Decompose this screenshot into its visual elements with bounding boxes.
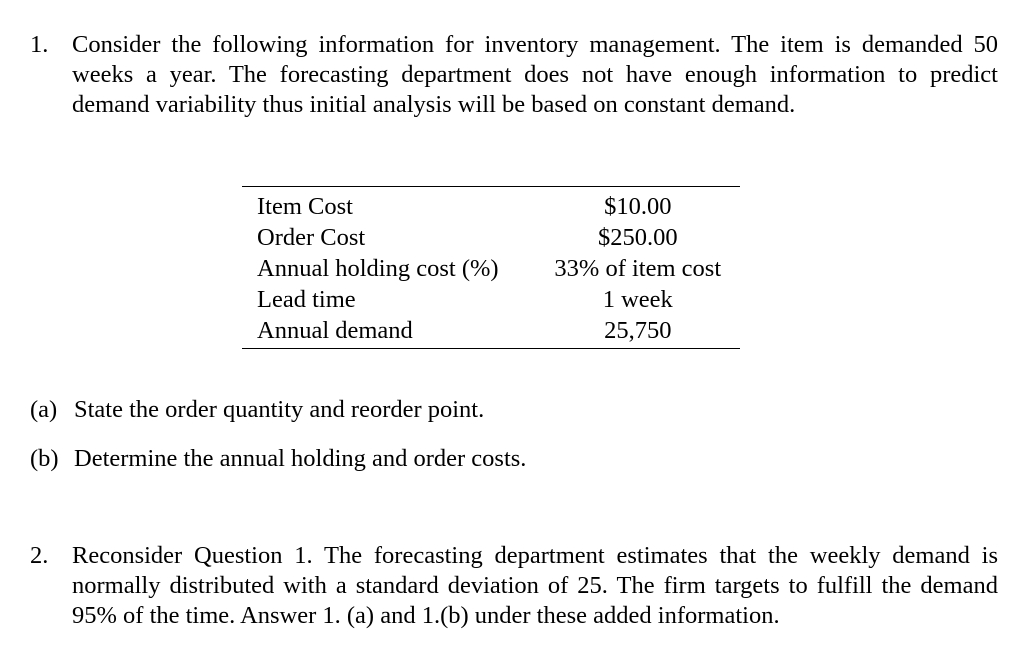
table-row (242, 222, 740, 253)
parameters-table (242, 186, 740, 349)
question-2 (30, 541, 998, 631)
row-value-order-cost: $250.00 (597, 224, 678, 251)
subquestion-b-text: Determine the annual holding and order costs. (74, 445, 527, 472)
row-label-item-cost: Item Cost (257, 193, 353, 220)
subquestion-a (30, 395, 484, 425)
subquestion-b (30, 444, 526, 474)
row-value-lead-time: 1 week (602, 286, 673, 313)
question-1 (30, 30, 998, 120)
row-label-annual-demand: Annual demand (257, 317, 413, 344)
question-2-text: Reconsider Question 1. The forecasting department estimates that the weekly demand is normally distributed with a standard deviation of 25. The firm targets to fulfill the demand 95% of the time. Answer 1. (a) and 1.(b) under these added information. (72, 542, 998, 629)
row-label-order-cost: Order Cost (257, 224, 366, 251)
row-label-lead-time: Lead time (257, 286, 356, 313)
row-value-holding-cost: 33% of item cost (554, 255, 722, 282)
table-row (242, 253, 740, 284)
subquestion-b-letter: (b) (30, 445, 59, 472)
question-2-number: 2. (30, 542, 49, 569)
subquestion-a-text: State the order quantity and reorder point. (74, 396, 485, 423)
question-1-text: Consider the following information for inventory management. The item is demanded 50 weeks a year. The forecasting department does not have enough information to predict demand variability thus initial analysis will be based on constant demand. (72, 31, 998, 118)
question-1-number: 1. (30, 31, 49, 58)
subquestion-a-letter: (a) (30, 396, 58, 423)
table-row (242, 187, 740, 223)
row-value-annual-demand: 25,750 (604, 317, 672, 344)
row-value-item-cost: $10.00 (604, 193, 672, 220)
table-row (242, 315, 740, 349)
table-row (242, 284, 740, 315)
row-label-holding-cost: Annual holding cost (%) (257, 255, 499, 282)
